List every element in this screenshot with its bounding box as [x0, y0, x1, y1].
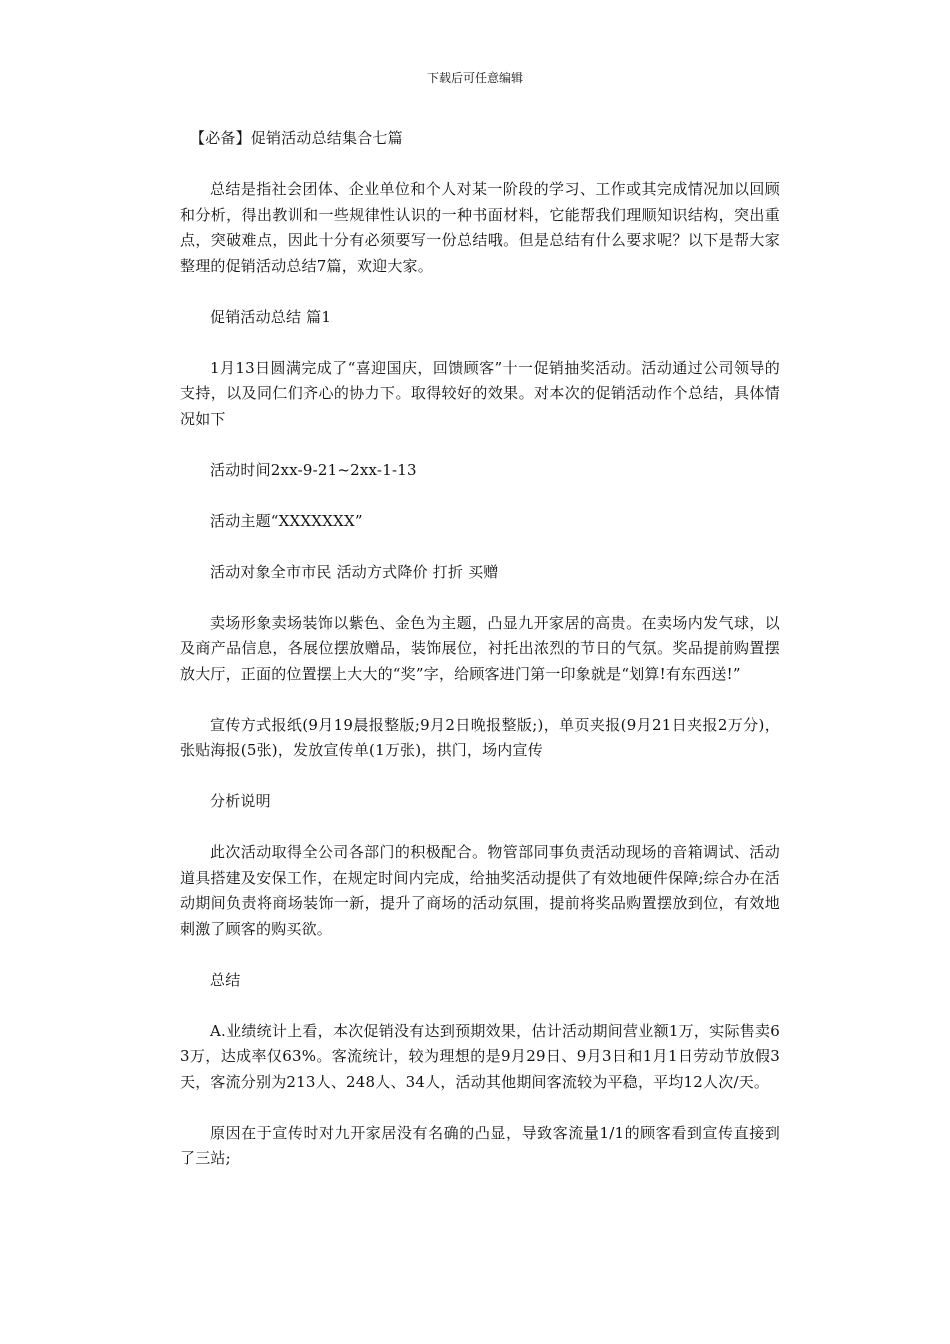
- paragraph-analysis: 此次活动取得全公司各部门的积极配合。物管部同事负责活动现场的音箱调试、活动道具搭建及安保工作，在规定时间内完成，给抽奖活动提供了有效地硬件保障;综合办在活动期间负责将商场装饰一新，提升了商场的活动氛围，提前将奖品购置摆放到位，有效地刺激了顾客的购买欲。: [180, 843, 780, 938]
- paragraph-activity-time: 活动时间2xx-9-21~2xx-1-13: [210, 460, 417, 479]
- paragraph-store-image: 卖场形象卖场装饰以紫色、金色为主题，凸显九开家居的高贵。在卖场内发气球，以及商产品信息，各展位摆放赠品，装饰展位，衬托出浓烈的节日的气氛。奖品提前购置摆放大厅，正面的位置摆上大大的“奖”字，给顾客进门第一印象就是“划算!有东西送!”: [180, 613, 780, 683]
- section-heading-1: 促销活动总结 篇1: [210, 307, 332, 326]
- paragraph-promotion-method: 宣传方式报纸(9月19晨报整版;9月2日晚报整版;)，单页夹报(9月21日夹报2万分)，张贴海报(5张)，发放宣传单(1万张)，拱门，场内宣传: [180, 715, 780, 759]
- subheading-analysis: 分析说明: [210, 792, 271, 810]
- header-note: 下载后可任意编辑: [426, 71, 523, 85]
- paragraph-activity-theme: 活动主题“XXXXXXX”: [210, 511, 363, 530]
- document-body: [180, 126, 780, 1197]
- paragraph-performance: A.业绩统计上看，本次促销没有达到预期效果，估计活动期间营业额1万，实际售卖63万，达成率仅63%。客流统计，较为理想的是9月29日、9月3日和1月1日劳动节放假3天，客流分别为213人、248人、34人，活动其他期间客流较为平稳，平均12人次/天。: [180, 1021, 780, 1091]
- paragraph-intro: 总结是指社会团体、企业单位和个人对某一阶段的学习、工作或其完成情况加以回顾和分析，得出教训和一些规律性认识的一种书面材料，它能帮我们理顺知识结构，突出重点，突破难点，因此十分有必须要写一份总结哦。但是总结有什么要求呢？以下是帮大家整理的促销活动总结7篇，欢迎大家。: [180, 180, 780, 275]
- paragraph-reason: 原因在于宣传时对九开家居没有名确的凸显，导致客流量1/1的顾客看到宣传直接到了三站;: [180, 1123, 780, 1167]
- subheading-summary: 总结: [210, 970, 241, 989]
- paragraph-activity-target: 活动对象全市市民 活动方式降价 打折 买赠: [210, 562, 499, 581]
- document-title: 【必备】促销活动总结集合七篇: [190, 129, 403, 147]
- paragraph-overview: 1月13日圆满完成了“喜迎国庆，回馈顾客”十一促销抽奖活动。活动通过公司领导的支持，以及同仁们齐心的协力下。取得较好的效果。对本次的促销活动作个总结，具体情况如下: [180, 358, 780, 428]
